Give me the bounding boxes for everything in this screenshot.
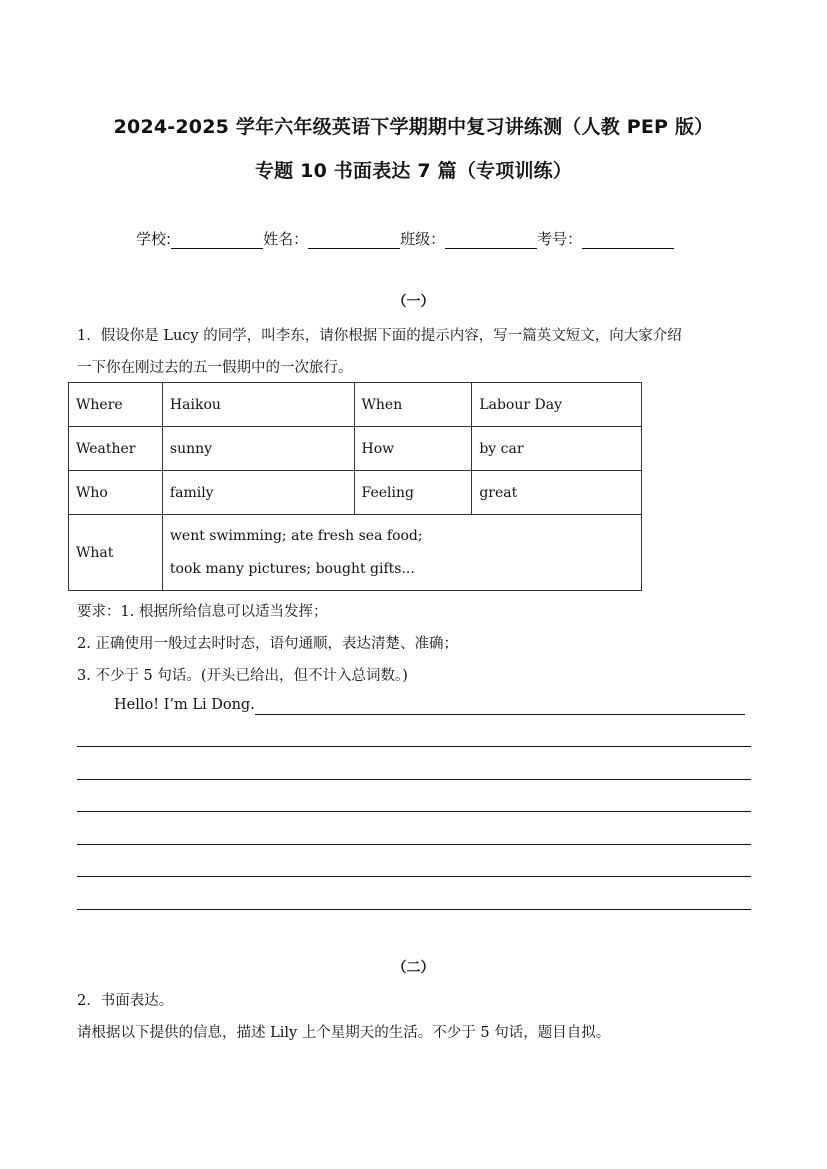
page-subtitle: 专题 10 书面表达 7 篇（专项训练） xyxy=(254,160,573,182)
table-cell: family xyxy=(162,471,354,515)
question-1-prompt-line1: 1．假设你是 Lucy 的同学，叫李东，请你根据下面的提示内容，写一篇英文短文，向大家介绍 xyxy=(77,328,682,344)
table-cell: What xyxy=(69,515,163,591)
table-cell: great xyxy=(472,471,642,515)
answer-line[interactable] xyxy=(77,844,751,845)
exam-no-blank[interactable] xyxy=(582,232,674,249)
requirement-2: 2. 正确使用一般过去时时态，语句通顺，表达清楚、准确； xyxy=(77,636,458,652)
question-2-prompt-line2: 请根据以下提供的信息，描述 Lily 上个星期天的生活。不少于 5 句话，题目自拟。 xyxy=(77,1025,611,1041)
student-info-row xyxy=(136,228,674,249)
requirement-1: 要求：1. 根据所给信息可以适当发挥； xyxy=(77,604,328,620)
table-cell: How xyxy=(354,427,472,471)
section-2-heading: （二） xyxy=(392,960,435,976)
question-1-prompt-line2: 一下你在刚过去的五一假期中的一次旅行。 xyxy=(77,360,353,376)
answer-line[interactable] xyxy=(255,714,745,715)
answer-line[interactable] xyxy=(77,779,751,780)
answer-line[interactable] xyxy=(77,811,751,812)
school-blank[interactable] xyxy=(171,232,263,249)
exam-no-label: 考号： xyxy=(537,230,583,248)
class-label: 班级： xyxy=(400,230,446,248)
table-cell: by car xyxy=(472,427,642,471)
table-row xyxy=(69,471,642,515)
what-line-2: took many pictures; bought gifts... xyxy=(169,560,415,577)
table-cell: Labour Day xyxy=(472,383,642,427)
requirement-3: 3. 不少于 5 句话。(开头已给出，但不计入总词数。) xyxy=(77,668,408,684)
table-cell: Weather xyxy=(69,427,163,471)
page-title: 2024-2025 学年六年级英语下学期期中复习讲练测（人教 PEP 版） xyxy=(113,116,714,138)
table-cell: Haikou xyxy=(162,383,354,427)
answer-line[interactable] xyxy=(77,876,751,877)
table-cell: When xyxy=(354,383,472,427)
table-row xyxy=(69,515,642,591)
name-label: 姓名： xyxy=(263,230,309,248)
table-cell-what xyxy=(162,515,641,591)
table-cell: Who xyxy=(69,471,163,515)
table-row xyxy=(69,383,642,427)
answer-line[interactable] xyxy=(77,746,751,747)
answer-line[interactable] xyxy=(77,909,751,910)
section-1-heading: （一） xyxy=(392,294,435,310)
name-blank[interactable] xyxy=(308,232,400,249)
what-line-1: went swimming; ate fresh sea food; xyxy=(169,527,423,544)
opening-sentence: Hello! I’m Li Dong. xyxy=(114,697,255,713)
question-2-prompt-line1: 2．书面表达。 xyxy=(77,993,174,1009)
table-row xyxy=(69,427,642,471)
table-cell: Feeling xyxy=(354,471,472,515)
table-cell: Where xyxy=(69,383,163,427)
trip-info-table xyxy=(68,382,642,591)
class-blank[interactable] xyxy=(445,232,537,249)
table-cell: sunny xyxy=(162,427,354,471)
school-label: 学校: xyxy=(136,230,172,248)
